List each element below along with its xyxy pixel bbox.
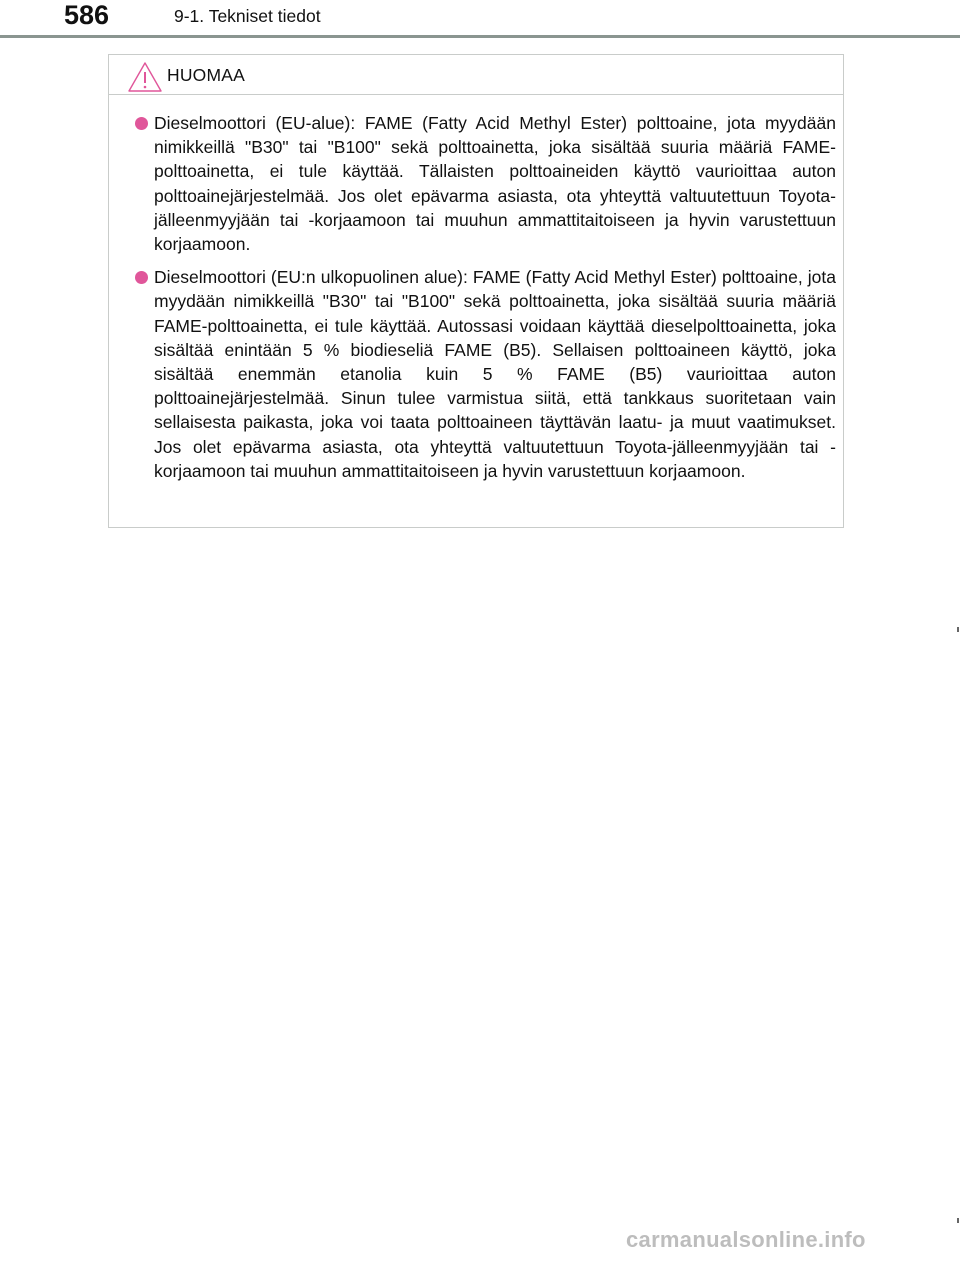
notice-header <box>109 55 843 95</box>
watermark: carmanualsonline.info <box>626 1227 866 1252</box>
notice-item-text: Dieselmoottori (EU-alue): FAME (Fatty Acid Methyl Ester) polttoaine, jota myydään nimikkeillä "B30" tai "B100" sekä polttoainetta, joka sisältää suuria määriä FAME-polttoainetta, ei tule käyttää. Tällaisten polttoaineiden käyttö vaurioittaa auton polttoainejärjestelmää. Jos olet epävarma asiasta, ota yhteyttä valtuutettuun Toyota-jälleenmyyjään tai -korjaamoon tai muuhun ammattitaitoiseen ja hyvin varustettuun korjaamoon. <box>154 113 836 255</box>
section-title: 9-1. Tekniset tiedot <box>174 6 321 26</box>
page-header <box>0 0 960 40</box>
notice-box <box>108 54 844 528</box>
edge-tick-mark <box>957 1218 959 1223</box>
notice-item <box>109 265 843 483</box>
page-number: 586 <box>64 0 110 30</box>
header-rule <box>0 35 960 38</box>
edge-tick-mark <box>957 627 959 632</box>
notice-item-text: Dieselmoottori (EU:n ulkopuolinen alue): FAME (Fatty Acid Methyl Ester) polttoaine, jota myydään nimikkeillä "B30" tai "B100" sekä polttoainetta, joka sisältää suuria määriä FAME-polttoainetta, ei tule käyttää. Autossasi voidaan käyttää dieselpolttoainetta, joka sisältää enintään 5 % biodieseliä FAME (B5). Sellaisen polttoaineen käyttö, joka sisältää enemmän etanolia kuin 5 % FAME (B5) vaurioittaa auton polttoainejärjestelmää. Sinun tulee varmistua siitä, että tankkaus suoritetaan vain sellaisesta paikasta, joka voi taata polttoaineen täyttävän laatu- ja muut vaatimukset. Jos olet epävarma asiasta, ota yhteyttä valtuutettuun Toyota-jälleenmyyjään tai -korjaamoon tai muuhun ammattitaitoiseen ja hyvin varustettuun korjaamoon. <box>154 267 836 481</box>
notice-title: HUOMAA <box>167 65 246 85</box>
bullet-dot-icon <box>135 117 148 130</box>
notice-item <box>109 111 843 256</box>
notice-body <box>109 111 843 492</box>
bullet-dot-icon <box>135 271 148 284</box>
warning-triangle-icon <box>127 61 163 93</box>
